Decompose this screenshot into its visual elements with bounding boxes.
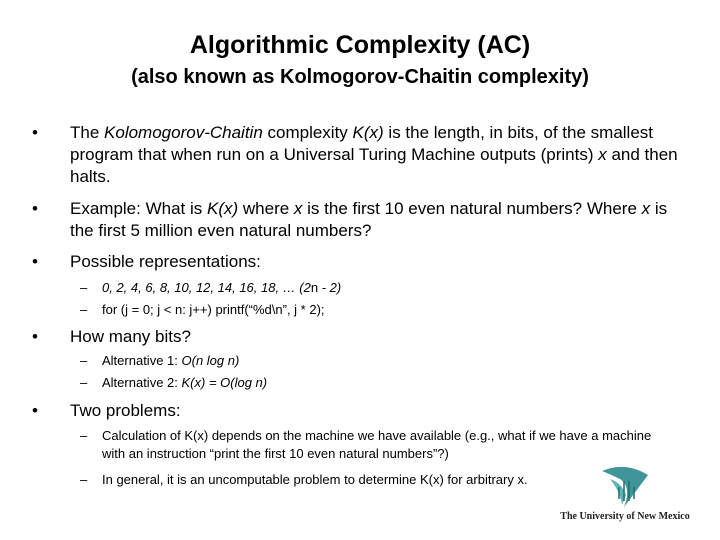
zia-sun-icon <box>540 465 710 511</box>
sub-bullet-text: for (j = 0; j < n: j++) printf(“%d\n”, j * 2); <box>102 302 325 317</box>
university-logo <box>540 465 710 533</box>
sub-bullet-text: Calculation of K(x) depends on the machine we have available (e.g., what if we have a machine with an instruction “print the first 10 even natural numbers”?) <box>102 428 652 461</box>
slide-title: Algorithmic Complexity (AC) <box>189 31 531 59</box>
logo-text: The University of New Mexico <box>560 511 690 522</box>
sub-bullet-text: 0, 2, 4, 6, 8, 10, 12, 14, 16, 18, … (2n - 2) <box>102 280 342 295</box>
bullet-two-problems <box>32 400 692 422</box>
bullet-text: The Kolomogorov-Chaitin complexity K(x) is the length, in bits, of the smallest program that when run on a Universal Turing Machine outputs (prints) x and then halts. <box>70 123 678 186</box>
dash-icon: – <box>80 375 88 390</box>
bullet-text: How many bits? <box>70 327 191 346</box>
bullet-example <box>32 198 692 242</box>
dash-icon: – <box>80 472 88 487</box>
bullet-text: Possible representations: <box>70 252 261 271</box>
sub-bullet-text: Alternative 1: O(n log n) <box>102 353 240 368</box>
bullet-how-many-bits <box>32 326 692 348</box>
bullet-icon: • <box>32 199 38 218</box>
bullet-icon: • <box>32 123 38 142</box>
bullet-definition <box>32 122 692 188</box>
bullet-text: Example: What is K(x) where x is the first 10 even natural numbers? Where x is the first 5 million even natural numbers? <box>70 199 668 240</box>
sub-bullet-text: In general, it is an uncomputable problem to determine K(x) for arbitrary x. <box>102 472 528 487</box>
bullet-icon: • <box>32 327 38 346</box>
dash-icon: – <box>80 353 88 368</box>
slide-subtitle: (also known as Kolmogorov-Chaitin complexity) <box>131 66 589 88</box>
bullet-icon: • <box>32 401 38 420</box>
bullet-representations <box>32 251 692 273</box>
bullet-text: Two problems: <box>70 401 181 420</box>
bullet-icon: • <box>32 252 38 271</box>
dash-icon: – <box>80 428 88 443</box>
dash-icon: – <box>80 280 88 295</box>
dash-icon: – <box>80 302 88 317</box>
sub-bullet-text: Alternative 2: K(x) = O(log n) <box>102 375 268 390</box>
